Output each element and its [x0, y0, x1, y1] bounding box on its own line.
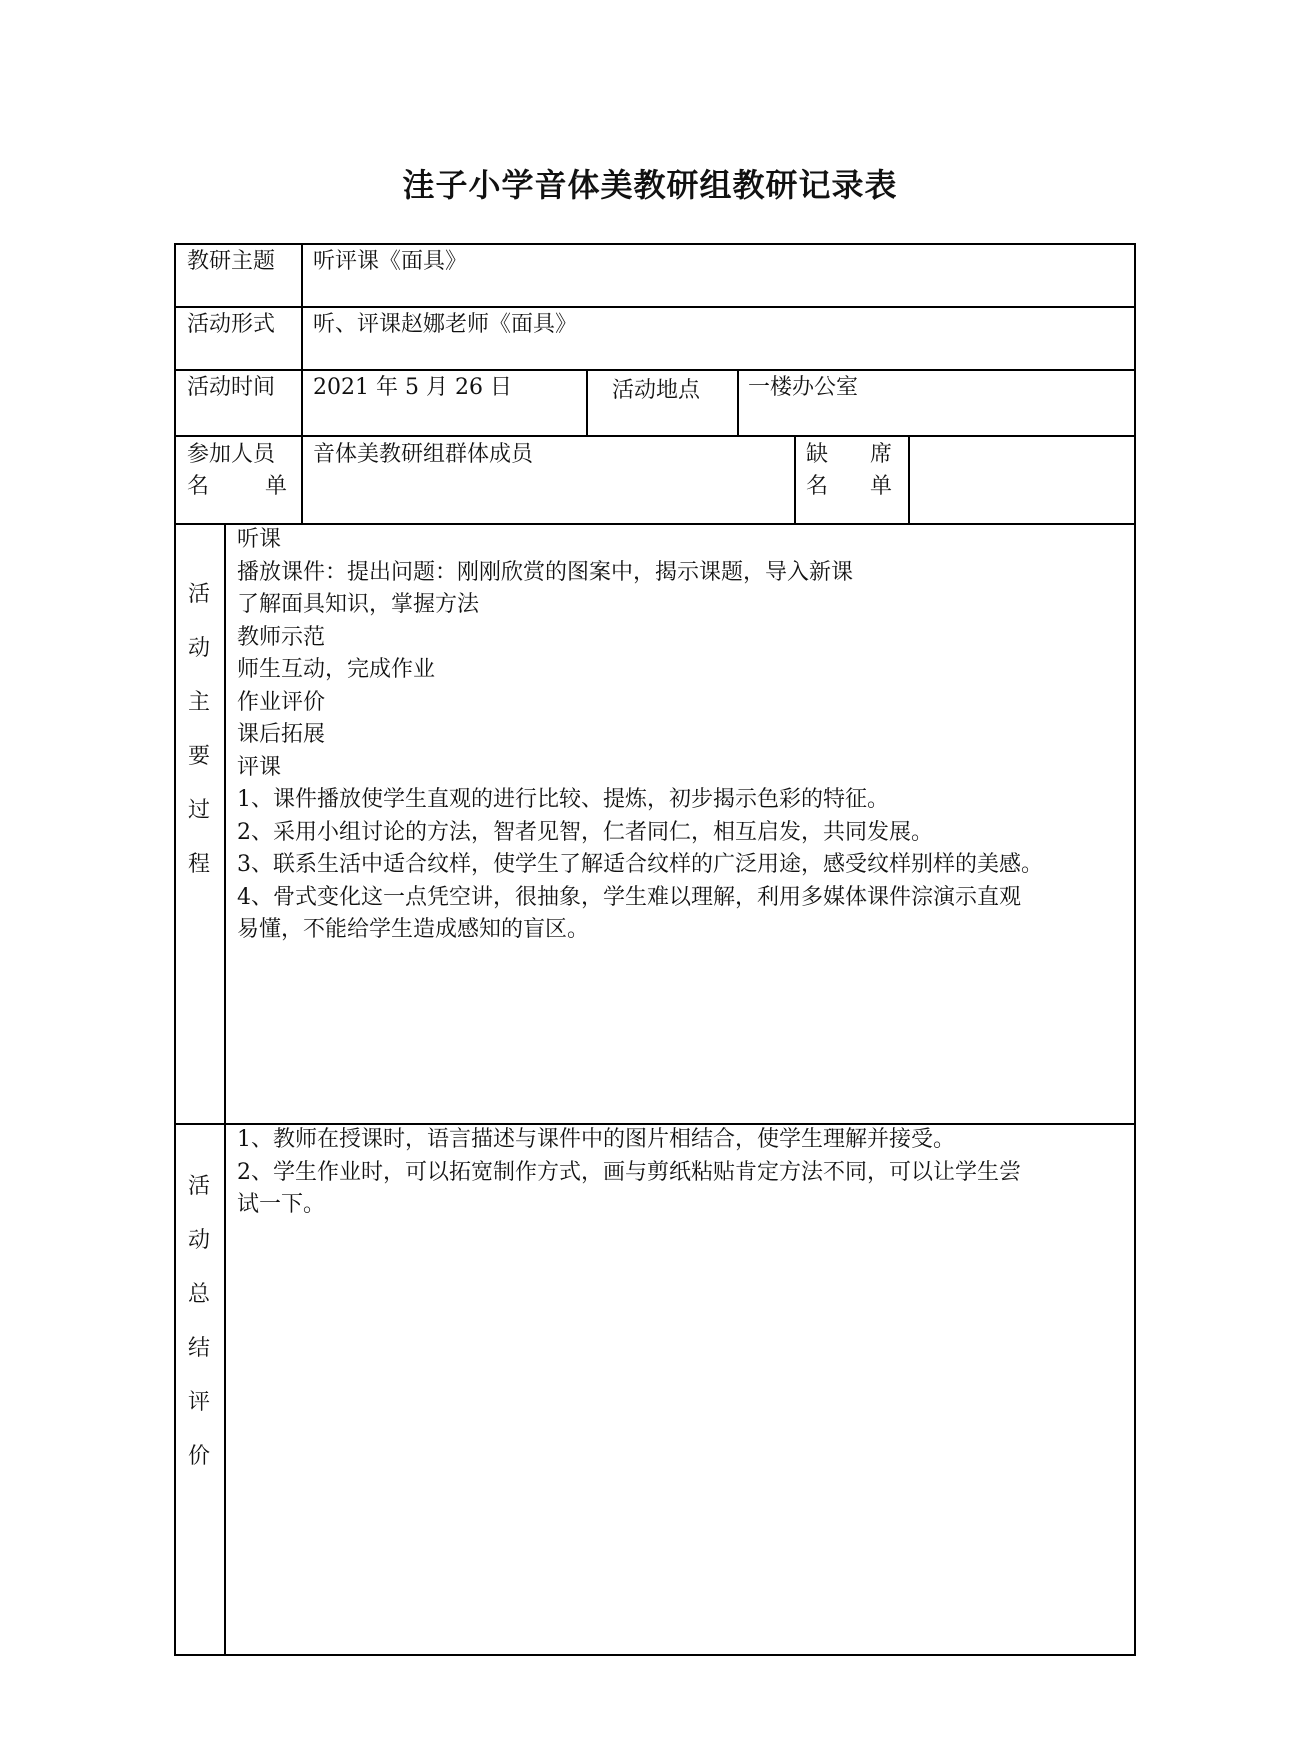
col-divider: [224, 523, 226, 1655]
process-label-char: 主: [187, 690, 210, 715]
absent-label-char: 缺: [806, 442, 829, 467]
place-label: 活动地点: [612, 378, 701, 403]
process-line: 了解面具知识，掌握方法: [237, 592, 480, 617]
page-title: 洼子小学音体美教研组教研记录表: [402, 166, 898, 204]
absent-label: [806, 439, 892, 503]
process-label: [183, 568, 215, 892]
time-value: 2021 年 5 月 26 日: [313, 375, 512, 400]
process-line: 2、采用小组讨论的方法，智者见智，仁者同仁，相互启发，共同发展。: [237, 819, 933, 845]
row-divider: [174, 306, 1136, 308]
process-label-char: 程: [187, 852, 210, 877]
form-label: 活动形式: [187, 312, 276, 337]
process-label-char: 动: [187, 636, 210, 661]
participants-label-char: 名: [187, 474, 210, 499]
col-divider: [586, 369, 588, 436]
participants-value: 音体美教研组群体成员: [313, 442, 534, 467]
summary-line: 2、学生作业时，可以拓宽制作方式，画与剪纸粘贴肯定方法不同，可以让学生尝: [237, 1159, 1021, 1185]
process-label-char: 要: [187, 744, 210, 769]
process-content: [237, 524, 1043, 947]
absent-label-line1: [806, 439, 892, 471]
process-line: 教师示范: [237, 624, 326, 650]
process-line: 听课: [237, 527, 282, 552]
form-value: 听、评课赵娜老师《面具》: [313, 312, 578, 337]
summary-label-char: 动: [187, 1228, 210, 1253]
summary-line: 1、教师在授课时，语言描述与课件中的图片相结合，使学生理解并接受。: [237, 1127, 955, 1152]
table-border-left: [174, 243, 176, 1655]
topic-label: 教研主题: [187, 249, 276, 274]
process-line: 师生互动，完成作业: [237, 657, 436, 682]
table-border-bottom: [174, 1654, 1136, 1656]
absent-label-char: 单: [869, 474, 892, 499]
absent-label-line2: [806, 471, 892, 503]
summary-label: [183, 1160, 215, 1484]
process-label-char: 过: [187, 798, 210, 823]
row-divider: [174, 435, 1136, 437]
summary-label-char: 活: [187, 1174, 210, 1199]
absent-label-char: 席: [869, 442, 892, 467]
process-line: 评课: [237, 754, 282, 780]
topic-value: 听评课《面具》: [313, 249, 468, 274]
process-line: 4、骨式变化这一点凭空讲，很抽象，学生难以理解，利用多媒体课件淙演示直观: [237, 884, 1021, 910]
process-line: 1、课件播放使学生直观的进行比较、提炼，初步揭示色彩的特征。: [237, 787, 889, 812]
participants-label-char: 单: [264, 474, 287, 499]
process-line: 3、联系生活中适合纹样，使学生了解适合纹样的广泛用途，感受纹样别样的美感。: [237, 852, 1043, 877]
place-value: 一楼办公室: [748, 375, 859, 400]
col-divider: [301, 243, 303, 524]
participants-label-line2: [187, 471, 287, 503]
table-border-right: [1134, 243, 1136, 1655]
table-border-top: [174, 243, 1136, 245]
summary-label-char: 评: [187, 1390, 210, 1415]
process-line: 易懂，不能给学生造成感知的盲区。: [237, 917, 590, 942]
summary-label-char: 总: [187, 1282, 210, 1307]
participants-label-line1: 参加人员: [187, 442, 276, 467]
col-divider: [737, 369, 739, 436]
summary-label-char: 价: [187, 1444, 210, 1469]
process-label-char: 活: [187, 582, 210, 607]
summary-line: 试一下。: [237, 1192, 326, 1217]
absent-label-char: 名: [806, 474, 829, 499]
process-line: 作业评价: [237, 689, 326, 715]
col-divider: [794, 435, 796, 524]
process-line: 课后拓展: [237, 722, 326, 747]
process-line: 播放课件：提出问题：刚刚欣赏的图案中，揭示课题，导入新课: [237, 559, 854, 585]
summary-content: [237, 1124, 1021, 1222]
col-divider: [908, 435, 910, 524]
row-divider: [174, 369, 1136, 371]
summary-label-char: 结: [187, 1336, 210, 1361]
participants-label: [187, 439, 287, 503]
time-label: 活动时间: [187, 375, 276, 400]
